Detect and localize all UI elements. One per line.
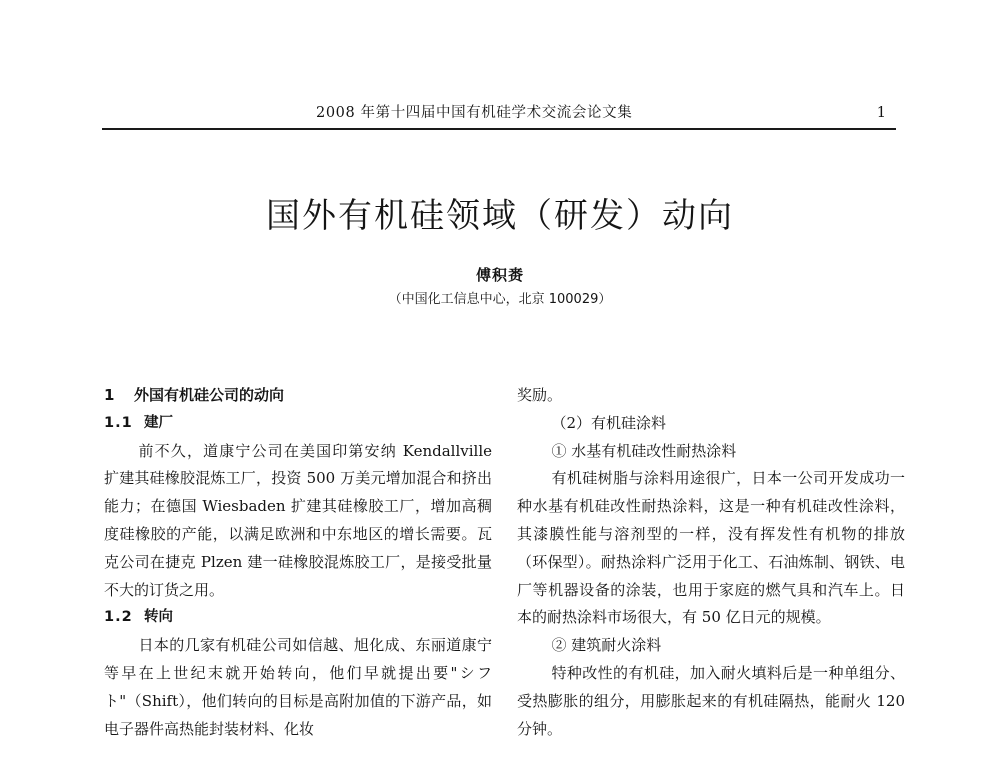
section-number: 1 xyxy=(104,386,115,404)
subsection-number: 1.1 xyxy=(104,414,133,431)
author-name: 傅积赉 xyxy=(475,266,524,284)
body-paragraph: 特种改性的有机硅，加入耐火填料后是一种单组分、受热膨胀的组分，用膨胀起来的有机硅隔热，能耐火 120 分钟。 xyxy=(517,663,905,738)
right-column xyxy=(517,382,905,743)
page-number: 1 xyxy=(876,105,886,121)
running-header xyxy=(102,101,896,125)
header-rule xyxy=(102,128,896,130)
subsection-heading xyxy=(104,604,492,632)
subsection-title: 建厂 xyxy=(144,414,173,431)
paper-title: 国外有机硅领域（研发）动向 xyxy=(266,196,734,236)
left-column xyxy=(104,382,492,743)
subsection-number: 1.2 xyxy=(104,609,133,626)
subsection-heading xyxy=(104,410,492,438)
item-heading: ② 建筑耐火涂料 xyxy=(551,636,662,655)
body-paragraph: 前不久，道康宁公司在美国印第安纳 Kendallville 扩建其硅橡胶混炼工厂，投资 500 万美元增加混合和挤出能力；在德国 Wiesbaden 扩建其硅橡胶工厂，增加高稠度硅橡胶的产能，以满足欧洲和中东地区的增长需要。瓦克公司在捷克 Plzen 建一硅橡胶混炼胶工厂，是接受批量不大的订货之用。 xyxy=(104,441,492,599)
item-heading: ① 水基有机硅改性耐热涂料 xyxy=(551,441,737,460)
running-title: 2008 年第十四届中国有机硅学术交流会论文集 xyxy=(316,105,633,121)
section-title: 外国有机硅公司的动向 xyxy=(134,386,285,404)
subsection-title: 转向 xyxy=(144,609,173,626)
item-heading: （2）有机硅涂料 xyxy=(551,413,667,432)
section-heading xyxy=(104,382,492,410)
author-affiliation: （中国化工信息中心，北京 100029） xyxy=(388,292,612,307)
body-paragraph: 有机硅树脂与涂料用途很广，日本一公司开发成功一种水基有机硅改性耐热涂料，这是一种有机硅改性涂料，其漆膜性能与溶剂型的一样，没有挥发性有机物的排放（环保型）。耐热涂料广泛用于化工、石油炼制、钢铁、电厂等机器设备的涂装，也用于家庭的燃气具和汽车上。日本的耐热涂料市场很大，有 50 亿日元的规模。 xyxy=(517,469,905,627)
body-paragraph: 日本的几家有机硅公司如信越、旭化成、东丽道康宁等早在上世纪末就开始转向，他们早就提出要"シフト"（Shift），他们转向的目标是高附加值的下游产品，如电子器件高热能封装材料、化妆 xyxy=(104,636,492,738)
continued-text: 奖励。 xyxy=(517,386,563,404)
